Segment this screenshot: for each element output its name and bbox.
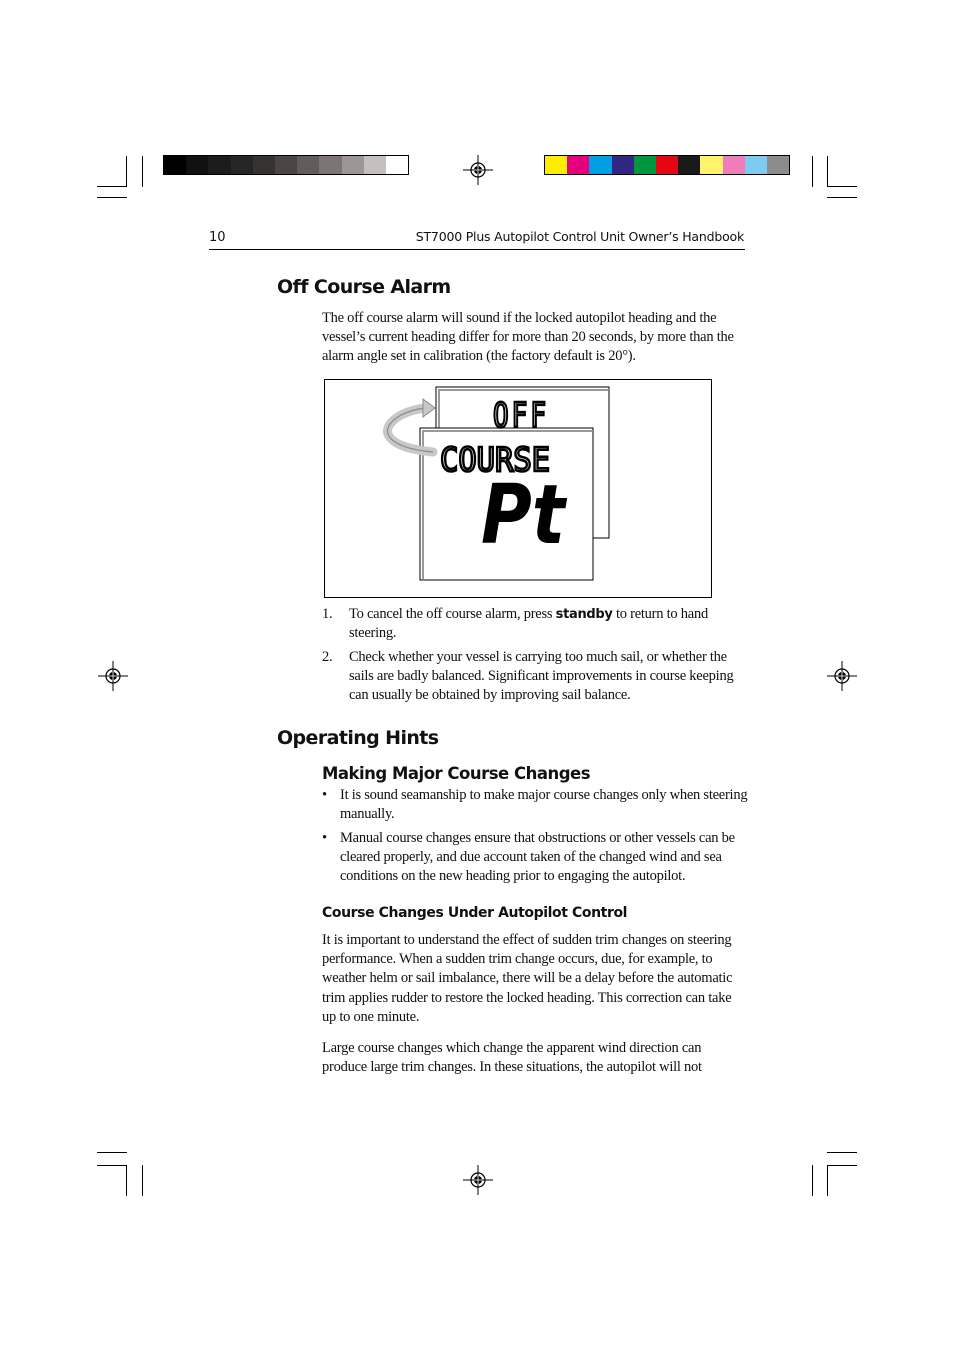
section-title-off-course-alarm: Off Course Alarm xyxy=(277,276,451,298)
color-swatch xyxy=(231,156,253,174)
off-course-display-svg xyxy=(325,380,711,597)
color-swatch xyxy=(297,156,319,174)
color-swatch xyxy=(364,156,386,174)
off-course-intro: The off course alarm will sound if the locked autopilot heading and the vessel’s current heading differ for more than 20 seconds, by more than the alarm angle set in calibration (the factory default is 20°). xyxy=(322,310,734,365)
registration-mark-icon xyxy=(463,1165,493,1195)
color-swatch xyxy=(342,156,364,174)
crop-mark xyxy=(126,156,127,187)
color-swatch xyxy=(700,156,722,174)
crop-mark xyxy=(142,1165,143,1196)
registration-mark-icon xyxy=(827,661,857,691)
color-swatch xyxy=(319,156,341,174)
list-item xyxy=(322,829,748,887)
color-swatch xyxy=(678,156,700,174)
registration-mark-icon xyxy=(463,155,493,185)
process-color-bar xyxy=(544,155,790,175)
list-item xyxy=(322,605,748,643)
gray-color-bar xyxy=(163,155,409,175)
step-text: To cancel the off course alarm, press xyxy=(349,606,556,622)
display-text-course: COURSE xyxy=(440,440,550,479)
step-number: 2. xyxy=(322,648,333,665)
step-text: Check whether your vessel is carrying too much sail, or whether the sails are badly balanced. Significant improvements in course keeping can usually be obtained by improving sail balance. xyxy=(349,648,734,704)
major-course-bullets xyxy=(322,786,748,891)
color-swatch xyxy=(386,156,408,174)
crop-mark xyxy=(812,1165,813,1196)
page-number: 10 xyxy=(209,230,226,245)
crop-mark xyxy=(827,197,857,198)
standby-key-label: standby xyxy=(555,607,613,622)
bullet-text: It is sound seamanship to make major course changes only when steering manually. xyxy=(340,787,748,823)
display-text-off: OFF xyxy=(493,396,549,436)
color-swatch xyxy=(767,156,789,174)
display-illustration xyxy=(324,379,712,598)
crop-mark xyxy=(827,156,828,187)
crop-mark xyxy=(126,1165,127,1196)
bullet-text: Manual course changes ensure that obstructions or other vessels can be cleared properly, and due account taken of the changed wind and sea conditions on the new heading prior to engaging the autopilot. xyxy=(340,829,735,885)
color-swatch xyxy=(745,156,767,174)
crop-mark xyxy=(827,186,857,187)
step-text: to return to hand steering. xyxy=(349,606,708,642)
bullet-icon: • xyxy=(322,829,327,846)
color-swatch xyxy=(208,156,230,174)
crop-mark xyxy=(827,1165,828,1196)
color-swatch xyxy=(275,156,297,174)
crop-mark xyxy=(97,1152,127,1153)
section-title-operating-hints: Operating Hints xyxy=(277,727,439,749)
crop-mark xyxy=(97,186,127,187)
color-swatch xyxy=(186,156,208,174)
autopilot-control-paragraph-1: It is important to understand the effect of sudden trim changes on steering performance. When a sudden trim change occurs, due, for example, to weather helm or sail imbalance, there will be a delay before the automatic trim applies rudder to restore the locked heading. This correction can take up to one minute. xyxy=(322,932,733,1025)
display-text-pt: Pt xyxy=(481,468,568,563)
color-swatch xyxy=(656,156,678,174)
registration-mark-icon xyxy=(98,661,128,691)
crop-mark xyxy=(827,1165,857,1166)
crop-mark xyxy=(97,197,127,198)
crop-mark xyxy=(97,1165,127,1166)
crop-mark xyxy=(827,1152,857,1153)
color-swatch xyxy=(634,156,656,174)
color-swatch xyxy=(723,156,745,174)
color-swatch xyxy=(164,156,186,174)
color-swatch xyxy=(612,156,634,174)
crop-mark xyxy=(812,156,813,187)
list-item xyxy=(322,786,748,824)
subsection-title-major-course-changes: Making Major Course Changes xyxy=(322,764,591,783)
autopilot-control-paragraph-2: Large course changes which change the apparent wind direction can produce large trim changes. In these situations, the autopilot will not xyxy=(322,1040,702,1076)
step-number: 1. xyxy=(322,606,333,622)
list-item xyxy=(322,648,748,706)
header-rule xyxy=(209,249,745,250)
subsection-title-autopilot-control: Course Changes Under Autopilot Control xyxy=(322,905,628,921)
color-swatch xyxy=(253,156,275,174)
off-course-steps xyxy=(322,605,748,710)
color-swatch xyxy=(589,156,611,174)
running-title: ST7000 Plus Autopilot Control Unit Owner’s Handbook xyxy=(415,229,744,244)
crop-mark xyxy=(142,156,143,187)
color-swatch xyxy=(545,156,567,174)
color-swatch xyxy=(567,156,589,174)
bullet-icon: • xyxy=(322,787,327,803)
